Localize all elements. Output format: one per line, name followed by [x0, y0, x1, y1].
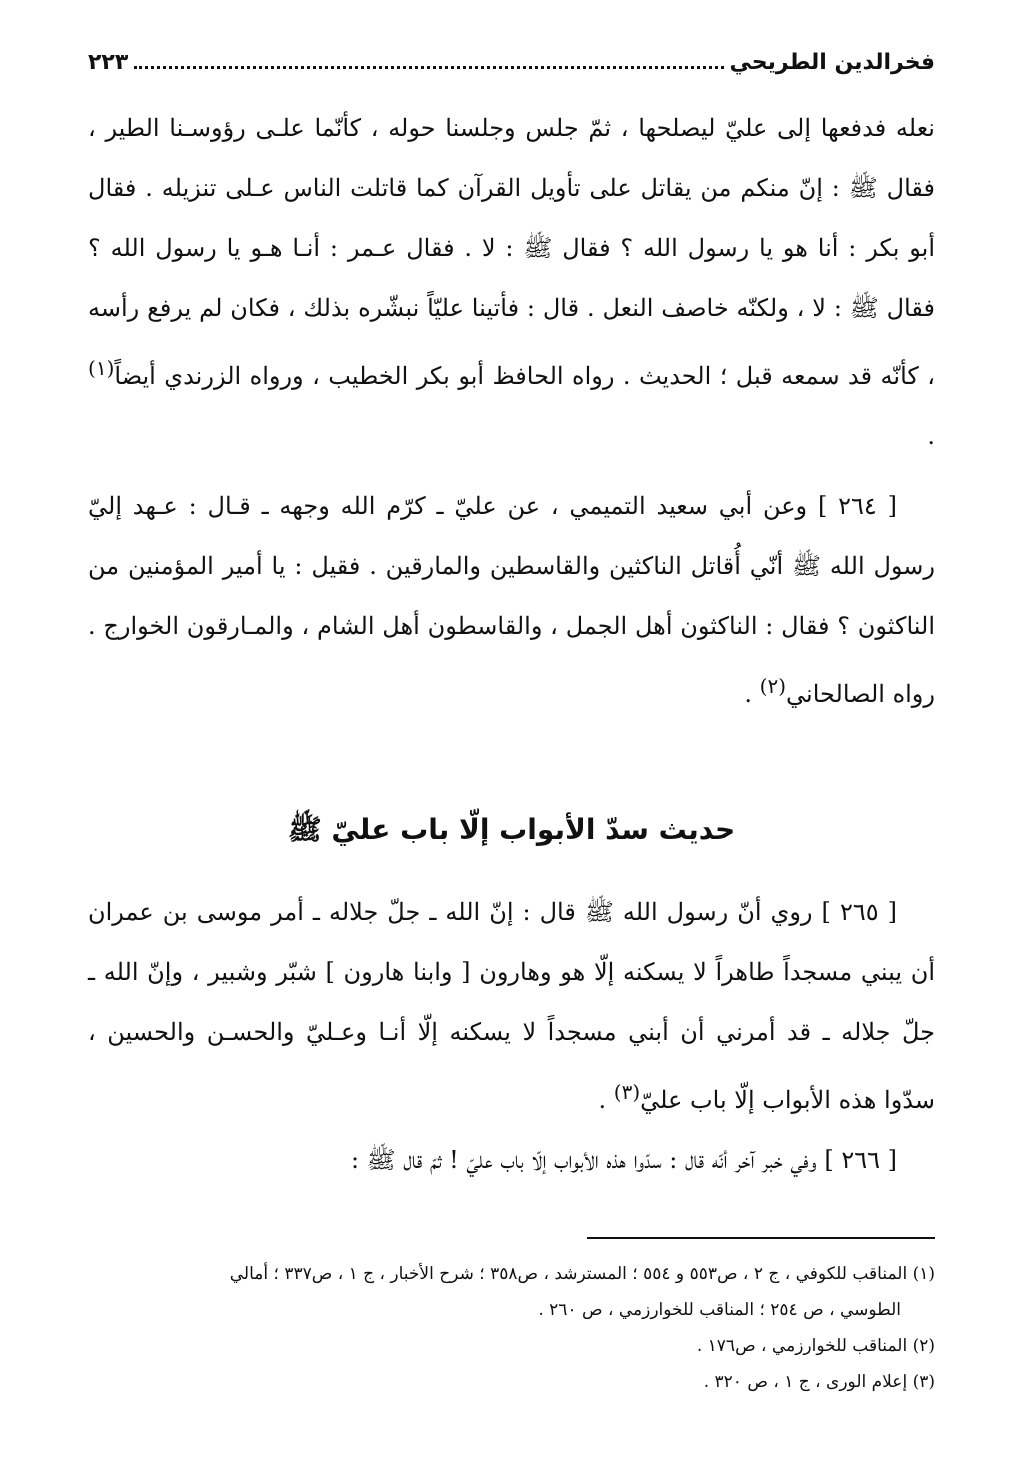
- running-header: [88, 42, 935, 82]
- paragraph-continuation: [88, 98, 935, 466]
- footnote-separator: [587, 1237, 935, 1239]
- footnote-marker: (٣): [613, 1080, 641, 1104]
- footnotes: [88, 1256, 935, 1400]
- section-heading: حديث سدّ الأبواب إلّا باب عليّ ﷺ: [287, 813, 736, 846]
- paragraph-text: نعله فدفعها إلى عليّ ليصلحها ، ثمّ جلس وجلسنا حوله ، كأنّما علـى رؤوسـنا الطير ، فقال ﷺ : إنّ منكم من يقاتل على تأويل القرآن كما قاتلت الناس عـلى تنزيله . فقال أبو بكر : أنا هو يا رسول الله ؟ فقال ﷺ : لا . فقال عـمر : أنـا هـو يا رسول الله ؟ فقال ﷺ : لا ، ولكنّه خاصف النعل . قال : فأتينا عليّاً نبشّره بذلك ، فكان لم يرفع رأسه ، كأنّه قد سمعه قبل ؛ الحديث . رواه الحافظ أبو بكر الخطيب ، ورواه الزرندي أيضاً: [88, 114, 935, 390]
- footnote-3: (٣) إعلام الورى ، ج ١ ، ص ٣٢٠ .: [703, 1372, 935, 1392]
- footnote-1-continuation: الطوسي ، ص ٢٥٤ ؛ المناقب للخوارزمي ، ص ٢٦٠ .: [538, 1300, 901, 1320]
- paragraph-hadith-266: [88, 1130, 935, 1190]
- paragraph-end: .: [744, 680, 760, 708]
- paragraph-end: .: [927, 422, 935, 450]
- paragraph-hadith-264: [88, 476, 935, 724]
- paragraph-text: [ ٢٦٥ ] روي أنّ رسول الله ﷺ قال : إنّ الله ـ جلّ جلاله ـ أمر موسى بن عمران أن يبني مسجداً طاهراً لا يسكنه إلّا هو وهارون [ وابنا هارون ] شبّر وشبير ، وإنّ الله ـ جلّ جلاله ـ قد أمرني أن أبني مسجداً لا يسكنه إلّا أنـا وعـليّ والحسـن والحسين ، سدّوا هذه الأبواب إلّا باب عليّ: [88, 898, 935, 1114]
- main-text-block-2: [88, 882, 935, 1190]
- paragraph-text: [ ٢٦٦ ] وفي خبر آخر أنّه قال : سدّوا هذه الأبواب إلّا باب عليّ ! ثمّ قال ﷺ :: [350, 1146, 897, 1174]
- page-number: ٢٢٣: [88, 49, 129, 75]
- paragraph-hadith-265: [88, 882, 935, 1130]
- header-author-title: فخرالدين الطريحي: [729, 49, 935, 75]
- footnote-1: (١) المناقب للكوفي ، ج ٢ ، ص٥٥٣ و ٥٥٤ ؛ المسترشد ، ص٣٥٨ ؛ شرح الأخبار ، ج ١ ، ص٣٣٧ ؛ أمالي: [229, 1264, 935, 1284]
- paragraph-end: .: [598, 1086, 614, 1114]
- footnote-marker: (٢): [759, 674, 787, 698]
- footnote-2: (٢) المناقب للخوارزمي ، ص١٧٦ .: [696, 1336, 935, 1356]
- header-dot-leader: [134, 66, 723, 69]
- main-text-block-1: [88, 98, 935, 724]
- paragraph-text: [ ٢٦٤ ] وعن أبي سعيد التميمي ، عن عليّ ـ كرّم الله وجهه ـ قـال : عـهد إليّ رسول الله ﷺ أنّي أُقاتل الناكثين والقاسطين والمارقين . فقيل : يا أمير المؤمنين من الناكثون ؟ فقال : الناكثون أهل الجمل ، والقاسطون أهل الشام ، والمـارقون الخوارج . رواه الصالحاني: [88, 492, 935, 708]
- footnote-marker: (١): [88, 356, 115, 380]
